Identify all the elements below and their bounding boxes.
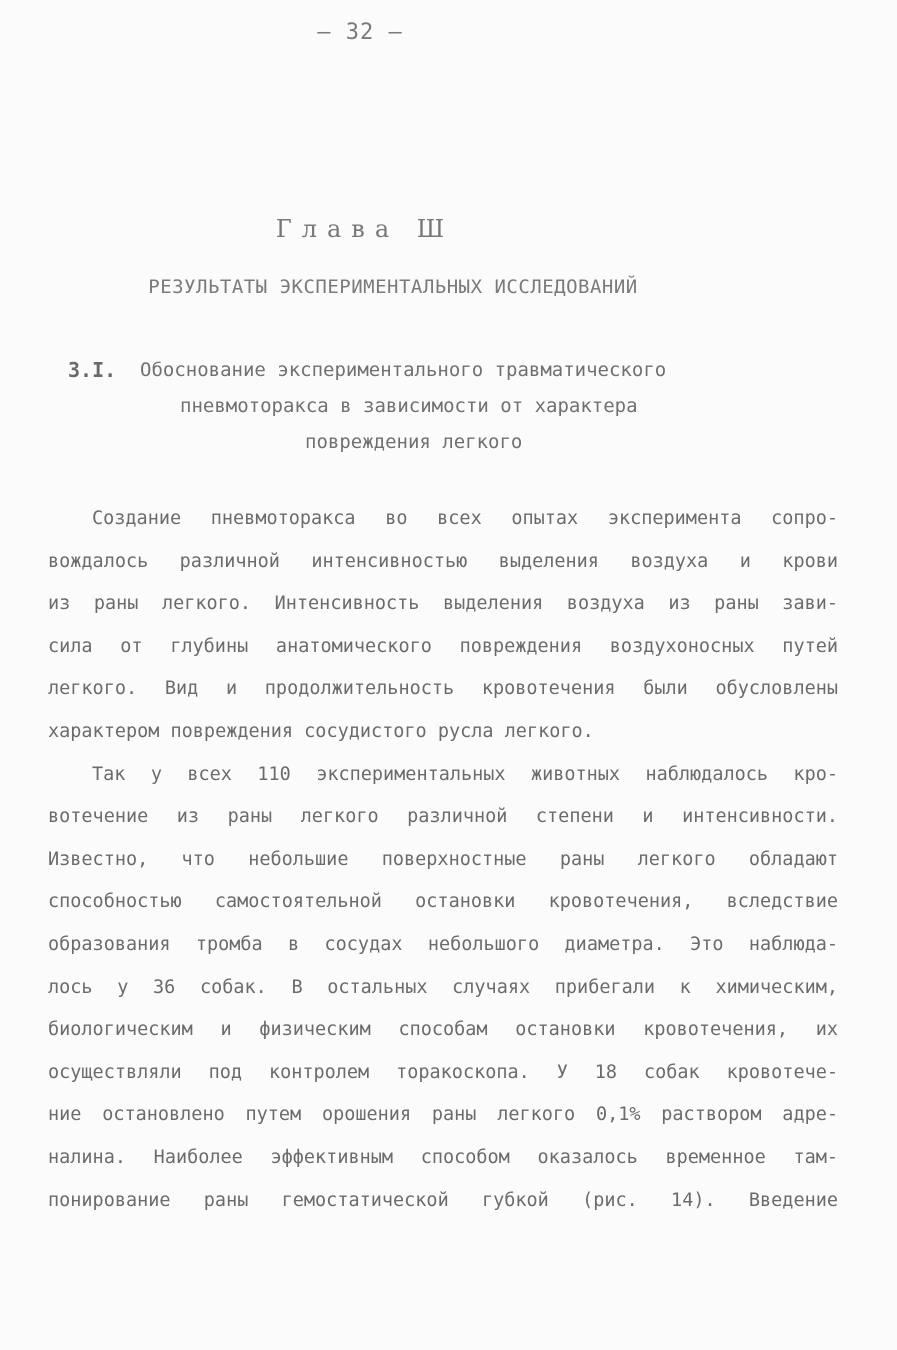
paragraph-line: Создание пневмоторакса во всех опытах эксперимента сопро- bbox=[92, 508, 838, 529]
paragraph-line: Известно, что небольшие поверхностные раны легкого обладают bbox=[48, 848, 838, 870]
paragraph-line: налина. Наиболее эффективным способом оказалось временное там- bbox=[48, 1146, 838, 1168]
paragraph-line: понирование раны гемостатической губкой (рис. 14). Введение bbox=[48, 1189, 838, 1211]
paragraph-line: способностью самостоятельной остановки кровотечения, вследствие bbox=[48, 891, 838, 913]
body-text bbox=[48, 498, 838, 1222]
page-number: – 32 – bbox=[317, 20, 403, 45]
paragraph-line: характером повреждения сосудистого русла легкого. bbox=[48, 720, 594, 742]
paragraph-line: Так у всех 110 экспериментальных животных наблюдалось кро- bbox=[92, 763, 838, 785]
paragraph-line: сила от глубины анатомического повреждения воздухоносных путей bbox=[48, 635, 838, 657]
paragraph-line: биологическим и физическим способам остановки кровотечения, их bbox=[48, 1019, 838, 1041]
paragraph-line: из раны легкого. Интенсивность выделения воздуха из раны зави- bbox=[48, 593, 838, 615]
section-title bbox=[140, 352, 740, 460]
paragraph-line: лось у 36 собак. В остальных случаях прибегали к химическим, bbox=[48, 976, 838, 998]
paragraph-line: легкого. Вид и продолжительность кровотечения были обусловлены bbox=[48, 678, 838, 700]
section-number: 3.I. bbox=[68, 358, 117, 382]
section-title-line: повреждения легкого bbox=[305, 431, 523, 453]
chapter-heading: Глава Ш bbox=[275, 215, 455, 243]
paragraph-line: вождалось различной интенсивностью выделения воздуха и крови bbox=[48, 550, 838, 572]
paragraph-line: ние остановлено путем орошения раны легкого 0,1% раствором адре- bbox=[48, 1104, 838, 1126]
section-title-line: пневмоторакса в зависимости от характера bbox=[180, 395, 638, 417]
paragraph-line: образования тромба в сосудах небольшого диаметра. Это наблюда- bbox=[48, 933, 838, 955]
chapter-title: РЕЗУЛЬТАТЫ ЭКСПЕРИМЕНТАЛЬНЫХ ИССЛЕДОВАНИЙ bbox=[148, 276, 638, 298]
section-title-line: Обоснование экспериментального травматического bbox=[140, 359, 667, 381]
paragraph-line: осуществляли под контролем торакоскопа. У 18 собак кровотече- bbox=[48, 1061, 838, 1083]
paragraph-line: вотечение из раны легкого различной степени и интенсивности. bbox=[48, 806, 838, 828]
